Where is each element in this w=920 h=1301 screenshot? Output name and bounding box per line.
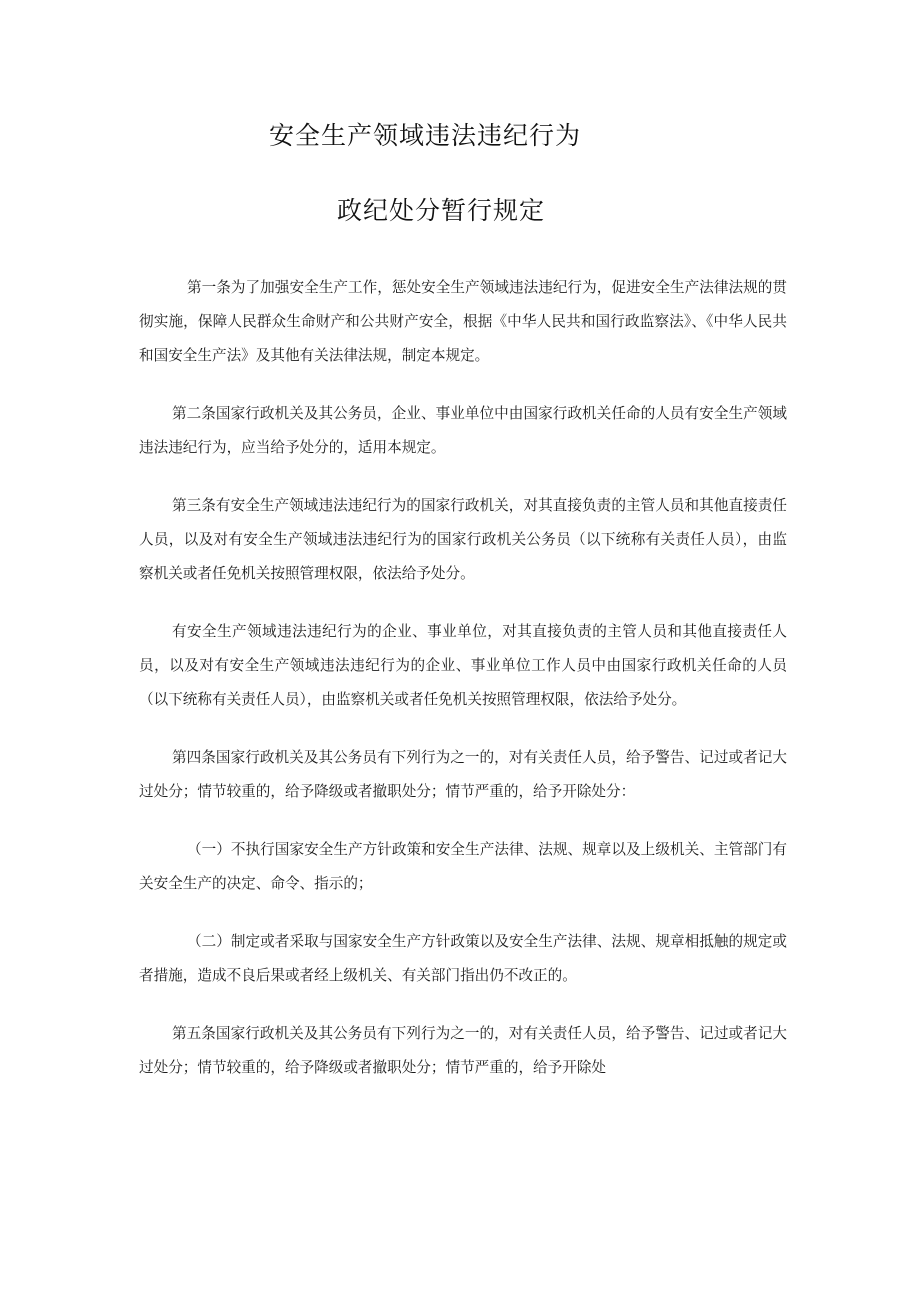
article-1-paragraph: 第一条为了加强安全生产工作，惩处安全生产领域违法违纪行为，促进安全生产法律法规的贯彻实施，保障人民群众生命财产和公共财产安全，根据《中华人民共和国行政监察法》、《中华人民共和国安全生产法》及其他有关法律法规，制定本规定。 [139,279,787,364]
article-4-paragraph: 第四条国家行政机关及其公务员有下列行为之一的，对有关责任人员，给予警告、记过或者记大过处分；情节较重的，给予降级或者撤职处分；情节严重的，给予开除处分： [139,749,787,800]
document-title-line-1: 安全生产领域违法违纪行为 [269,121,582,150]
document-body [139,271,787,1109]
document-title-line-2: 政纪处分暂行规定 [337,196,546,225]
article-4-item-2: （二）制定或者采取与国家安全生产方针政策以及安全生产法律、法规、规章相抵触的规定或者措施，造成不良后果或者经上级机关、有关部门指出仍不改正的。 [139,933,787,984]
article-2-paragraph: 第二条国家行政机关及其公务员，企业、事业单位中由国家行政机关任命的人员有安全生产领域违法违纪行为，应当给予处分的，适用本规定。 [139,405,787,456]
article-5-paragraph: 第五条国家行政机关及其公务员有下列行为之一的，对有关责任人员，给予警告、记过或者记大过处分；情节较重的，给予降级或者撤职处分；情节严重的，给予开除处 [139,1025,787,1076]
article-3-paragraph: 第三条有安全生产领域违法违纪行为的国家行政机关，对其直接负责的主管人员和其他直接责任人员，以及对有安全生产领域违法违纪行为的国家行政机关公务员（以下统称有关责任人员），由监察机关或者任免机关按照管理权限，依法给予处分。 [139,497,787,582]
article-3-continued-paragraph: 有安全生产领域违法违纪行为的企业、事业单位，对其直接负责的主管人员和其他直接责任人员，以及对有安全生产领域违法违纪行为的企业、事业单位工作人员中由国家行政机关任命的人员（以下统称有关责任人员），由监察机关或者任免机关按照管理权限，依法给予处分。 [139,623,787,708]
article-4-item-1: （一）不执行国家安全生产方针政策和安全生产法律、法规、规章以及上级机关、主管部门有关安全生产的决定、命令、指示的； [139,841,787,892]
